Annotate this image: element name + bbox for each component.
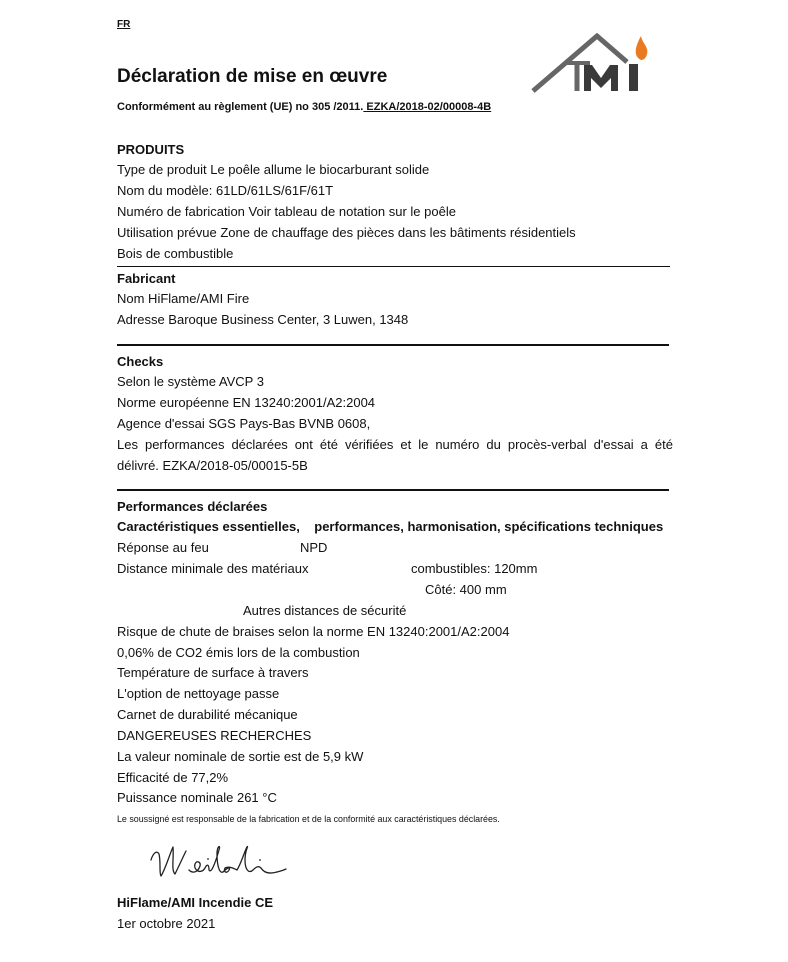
regulation-text: Conformément au règlement (UE) no 305 /2011. [117,101,364,113]
responsibility-note: Le soussigné est responsable de la fabrication et de la conformité aux caractéristiques déclarées. [117,814,500,824]
performance-columns-heading: Caractéristiques essentielles, performances, harmonisation, spécifications techniques [117,519,664,535]
other-distances-row [117,601,673,622]
performance-heading: Performances déclarées [117,498,268,514]
product-intended-use: Utilisation prévue Zone de chauffage des pièces dans les bâtiments résidentiels [117,224,576,240]
performance-item: Efficacité de 77,2% [117,769,229,785]
logo-letter-m [584,65,618,91]
signature-dot [207,858,209,860]
manufacturer-section [117,269,673,332]
manufacturer-name: Nom HiFlame/AMI Fire [117,291,250,307]
performance-item: 0,06% de CO2 émis lors de la combustion [117,644,360,660]
regulation-reference: EZKA/2018-02/00008-4B [366,101,492,113]
other-distances: Autres distances de sécurité [243,602,407,618]
checks-statement-line: Les performances déclarées ont été vérifiées et le numéro du procès-verbal d'essai a été [117,436,673,452]
performance-item: DANGEREUSES RECHERCHES [117,727,312,743]
products-section [117,140,673,265]
signature-date: 1er octobre 2021 [117,915,216,931]
logo-flame-icon [636,36,648,60]
min-distance-label: Distance minimale des matériaux [117,561,309,577]
performance-item: Risque de chute de braises selon la norme EN 13240:2001/A2:2004 [117,623,510,639]
company-logo [530,33,652,93]
logo-letter-i [629,64,638,91]
checks-section [117,352,673,477]
product-model: Nom du modèle: 61LD/61LS/61F/61T [117,183,334,199]
handwritten-signature [145,840,290,882]
performance-item: Puissance nominale 261 °C [117,790,277,806]
checks-statement-line: délivré. EZKA/2018-05/00015-5B [117,457,308,473]
checks-agency: Agence d'essai SGS Pays-Bas BVNB 0608, [117,416,371,432]
performance-item: Température de surface à travers [117,665,309,681]
signature-stroke [151,847,286,876]
page-title: Déclaration de mise en œuvre [117,66,388,87]
fire-reaction-row [117,538,673,559]
regulation-reference-wrap [363,101,491,113]
performance-item: La valeur nominale de sortie est de 5,9 kW [117,748,364,764]
checks-heading: Checks [117,353,164,369]
performance-section [117,497,673,810]
manufacturer-address: Adresse Baroque Business Center, 3 Luwen, 1348 [117,312,409,328]
min-distance-combustibles: combustibles: 120mm [411,561,538,577]
regulation-line [117,100,491,114]
min-distance-row [117,559,673,580]
fire-reaction-label: Réponse au feu [117,540,209,556]
product-fuel: Bois de combustible [117,245,234,261]
section-divider [117,489,669,491]
section-divider [117,266,670,268]
checks-system: Selon le système AVCP 3 [117,374,264,390]
language-tag: FR [117,19,131,30]
signatory-company: HiFlame/AMI Incendie CE [117,894,274,910]
min-distance-side-row [117,580,673,601]
manufacturer-heading: Fabricant [117,270,176,286]
product-serial: Numéro de fabrication Voir tableau de notation sur le poêle [117,204,456,220]
signature-dot [259,859,261,861]
products-heading: PRODUITS [117,141,185,157]
section-divider [117,344,669,346]
fire-reaction-value: NPD [300,540,328,556]
min-distance-side: Côté: 400 mm [425,581,507,597]
checks-standard: Norme européenne EN 13240:2001/A2:2004 [117,395,376,411]
product-type: Type de produit Le poêle allume le biocarburant solide [117,162,430,178]
performance-item: L'option de nettoyage passe [117,686,280,702]
performance-item: Carnet de durabilité mécanique [117,707,298,723]
